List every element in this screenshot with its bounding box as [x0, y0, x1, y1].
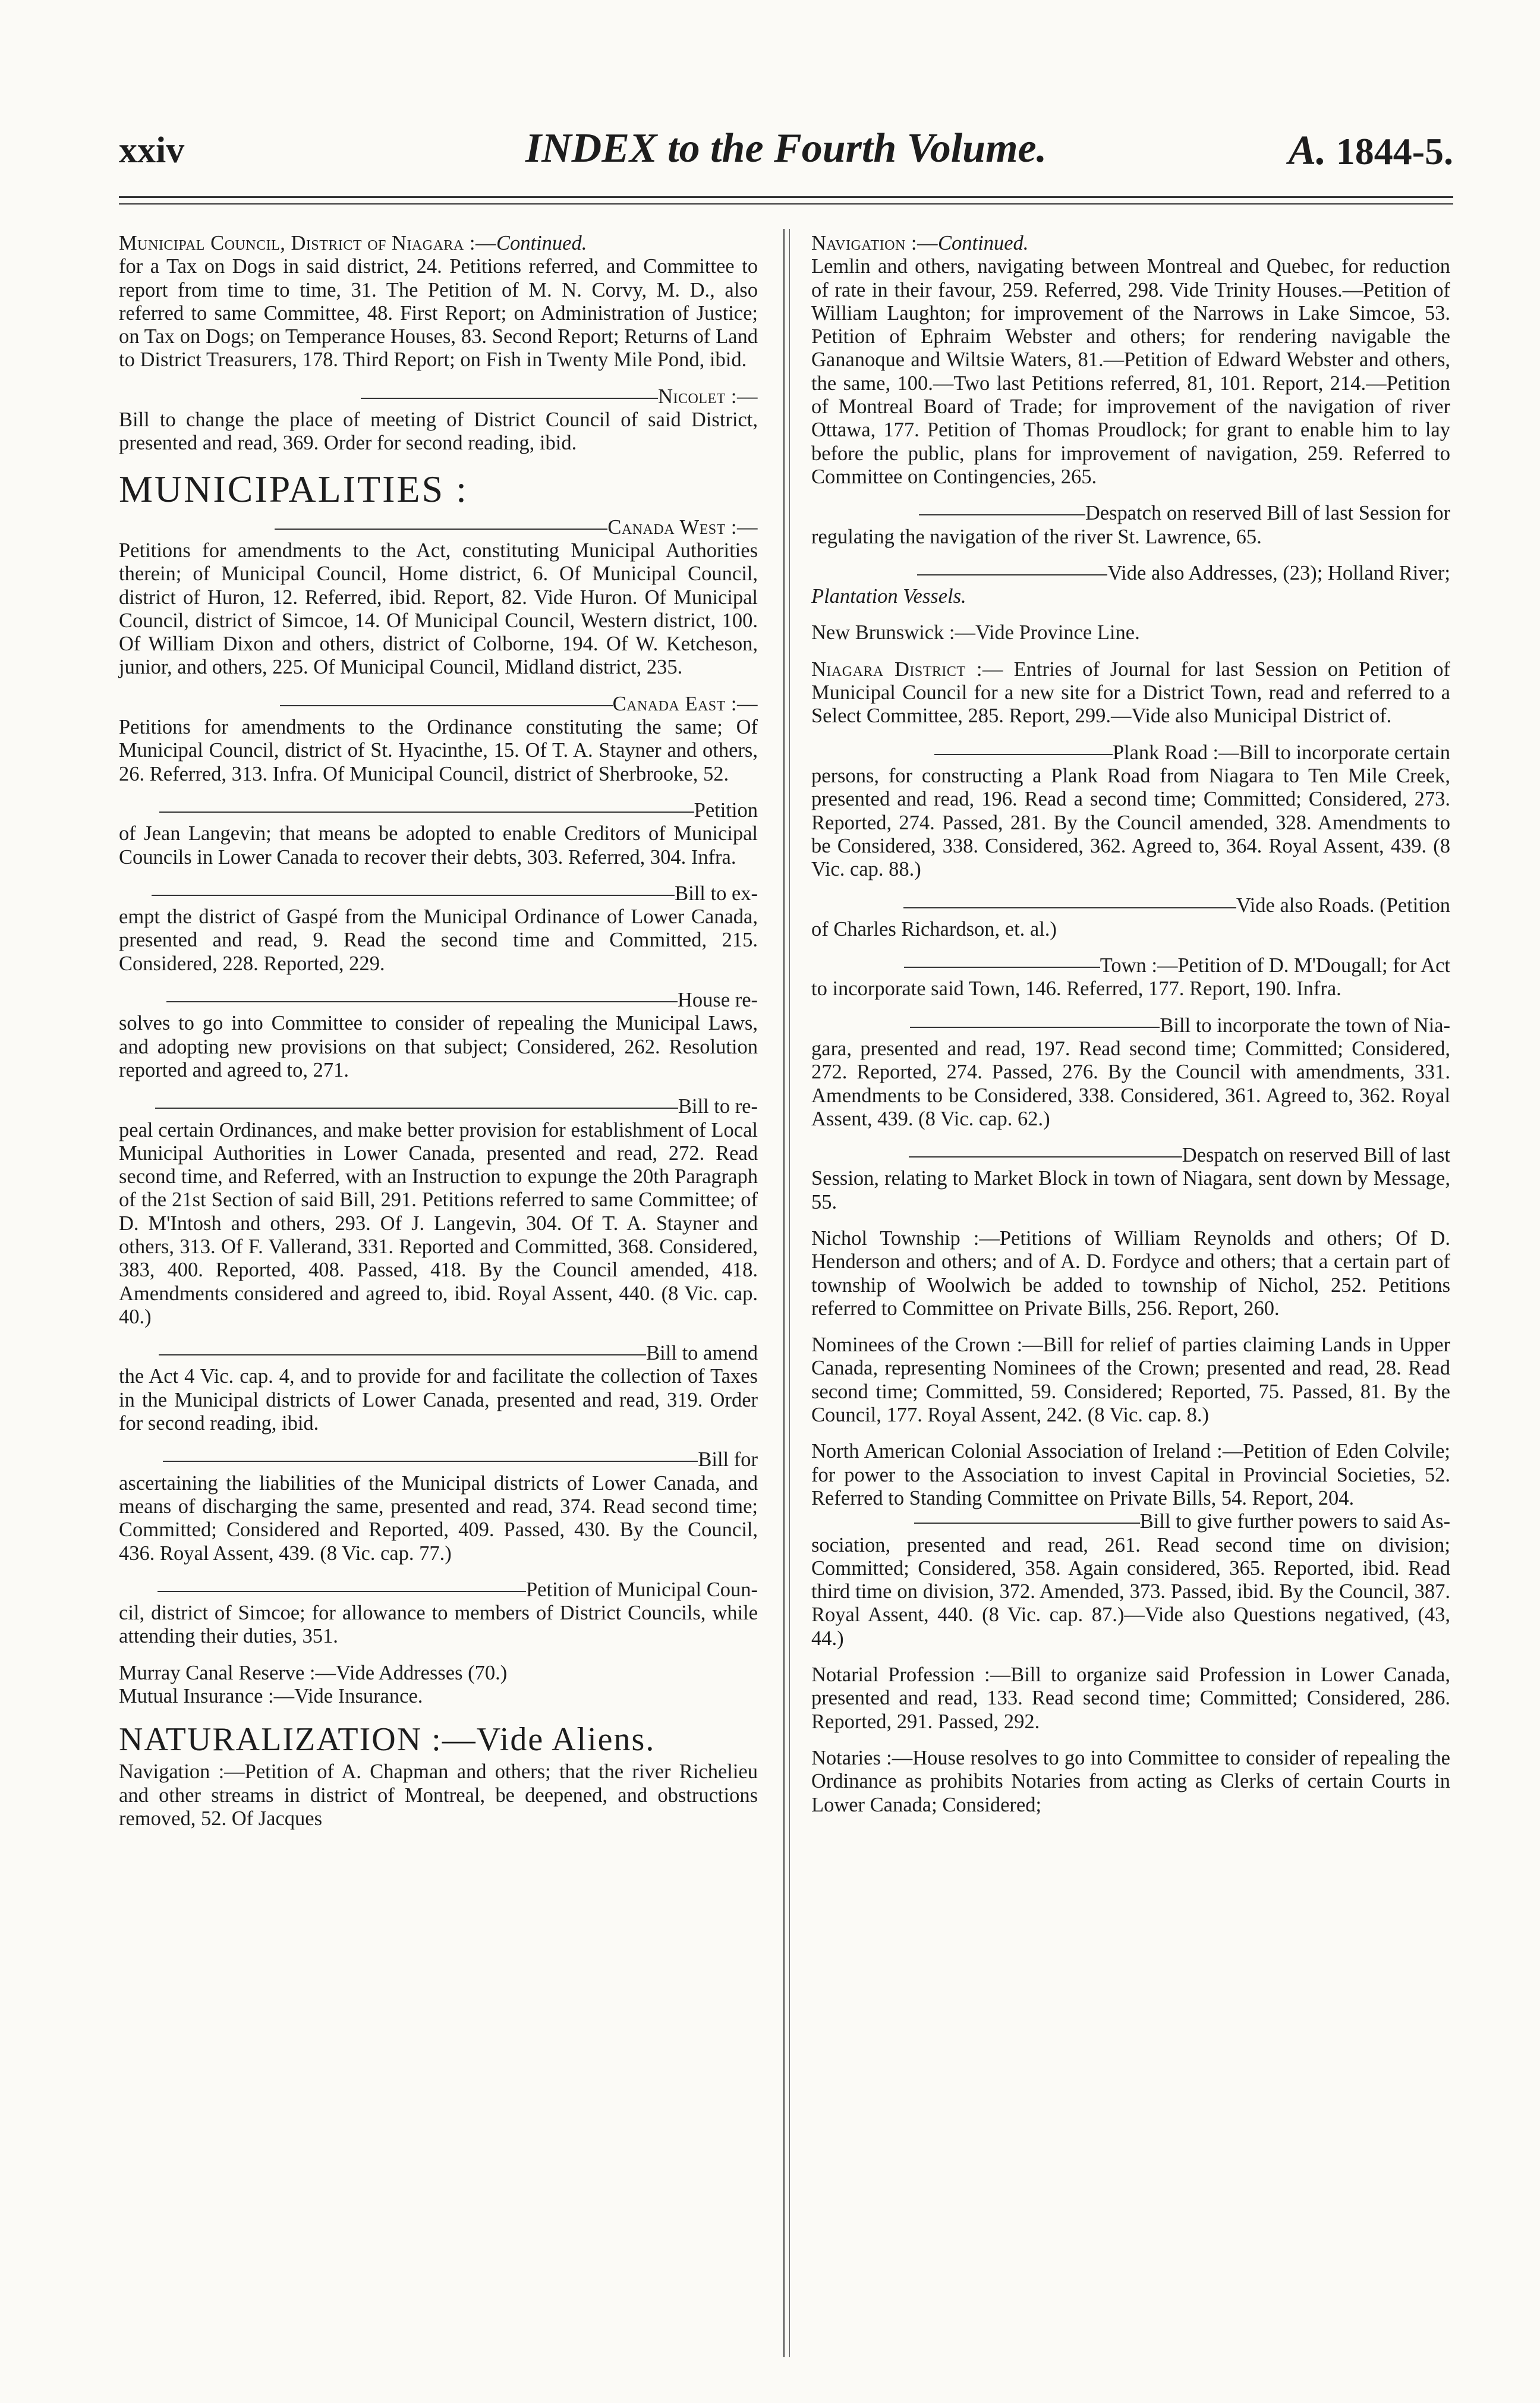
- leader-line: [159, 812, 694, 813]
- leader-line: [934, 754, 1113, 755]
- page-title: [119, 125, 1453, 172]
- entry-subheading: [811, 894, 1450, 917]
- entry-continued: Continued.: [496, 232, 587, 254]
- year: 1844-5.: [1336, 130, 1453, 172]
- header-rule-thin: [119, 203, 1453, 205]
- leader-line: [155, 1108, 678, 1109]
- entry-subheading: [811, 1014, 1450, 1037]
- entry-subheading: [811, 1144, 1450, 1167]
- entry-text: Petitions for amendments to the Ordinance constituting the same; Of Municipal Council, district of St. Hyacinthe, 15. Of T. A. Stayner and others, 26. Referred, 313. Infra. Of Municipal Council, district of Sherbrooke, 52.: [119, 716, 758, 785]
- index-entry: [119, 989, 758, 1082]
- entry-subheading: [119, 1448, 758, 1471]
- sub-label: Despatch on reserved Bill of last: [1182, 1144, 1450, 1167]
- entry-text: sociation, presented and read, 261. Read second time on division; Committed; Considered, 358. Again considered, 365. Reported, ibid. Read third time on division, 372. Amended, 373. Passed, ibid. By the Council, 387. Royal Assent, 440. (8 Vic. cap. 87.)—Vide also Questions negatived, (43, 44.): [811, 1533, 1450, 1650]
- left-column: [119, 232, 758, 1844]
- section-heading-naturalization: NATURALIZATION :—Vide Aliens.: [119, 1721, 656, 1759]
- column-divider-inner: [789, 229, 790, 2357]
- leader-line: [152, 895, 675, 896]
- sub-label: Bill to ex-: [675, 882, 758, 905]
- entry-text: of Charles Richardson, et. al.): [811, 917, 1057, 941]
- index-entry-nominees: Nominees of the Crown :—Bill for relief of parties claiming Lands in Upper Canada, representing Nominees of the Crown; presented and read, 28. Read second time; Committed, 59. Considered; Reported, 75. Passed, 81. By the Council, 177. Royal Assent, 242. (8 Vic. cap. 8.): [811, 1333, 1450, 1427]
- entry-subheading: [119, 799, 758, 822]
- sub-label: Bill to give further powers to said As-: [1139, 1510, 1450, 1533]
- entry-subheading: [119, 989, 758, 1012]
- entry-subheading: [811, 562, 1450, 585]
- leader-line: [361, 398, 658, 399]
- sub-label: Nicolet :—: [658, 385, 758, 408]
- section-heading-municipalities: MUNICIPALITIES :: [119, 467, 468, 510]
- index-entry-mutual: Mutual Insurance :—Vide Insurance.: [119, 1685, 423, 1708]
- index-entry: [811, 1014, 1450, 1131]
- index-entry: [119, 1448, 758, 1565]
- entry-subheading: [119, 516, 758, 539]
- index-entry: [811, 562, 1450, 609]
- index-entry: [119, 516, 758, 680]
- sub-label: Despatch on reserved Bill of last Session for: [1085, 502, 1450, 525]
- index-page: [119, 119, 1453, 2366]
- sub-label: Bill to amend: [646, 1342, 758, 1365]
- entry-subheading: [119, 1095, 758, 1118]
- entry-text: gara, presented and read, 197. Read second time; Committed; Considered, 272. Reported, 274. Passed, 276. By the Council with amendments, 331. Amendments to be Considered, 338. Considered, 361. Agreed to, 362. Royal Assent, 439. (8 Vic. cap. 62.): [811, 1037, 1450, 1130]
- entry-text: empt the district of Gaspé from the Municipal Ordinance of Lower Canada, presented and read, 9. Read the second time and Committed, 215. Considered, 228. Reported, 229.: [119, 905, 758, 975]
- entry-heading: Niagara District :—: [811, 658, 1003, 681]
- leader-line: [904, 967, 1100, 968]
- sub-label: Petition: [694, 798, 758, 822]
- entry-subheading: [811, 502, 1450, 525]
- entry-text: cil, district of Simcoe; for allowance to members of District Councils, while attending their duties, 351.: [119, 1602, 758, 1648]
- entry-subheading: [119, 1342, 758, 1365]
- leader-line: [275, 529, 607, 530]
- sub-label: Petition of Municipal Coun-: [525, 1578, 758, 1601]
- sub-label: Canada East :—: [612, 692, 758, 715]
- entry-text: solves to go into Committee to consider of repealing the Municipal Laws, and adopting new provisions on that subject; Considered, 262. Resolution reported and agreed to, 271.: [119, 1012, 758, 1081]
- leader-line: [280, 705, 613, 706]
- entry-subheading: [119, 1578, 758, 1602]
- leader-line: [159, 1354, 646, 1355]
- index-entry: [119, 1342, 758, 1435]
- index-entry: [119, 882, 758, 976]
- volume-year: [1288, 127, 1453, 175]
- sub-label: Town :—Petition of D. M'Dougall; for Act: [1100, 954, 1450, 977]
- index-entry: [119, 1578, 758, 1649]
- sub-label: Bill to incorporate the town of Nia-: [1160, 1014, 1450, 1037]
- leader-line: [917, 574, 1107, 575]
- leader-line: [163, 1461, 698, 1462]
- title-index: INDEX: [525, 125, 657, 171]
- entry-text: the Act 4 Vic. cap. 4, and to provide for and facilitate the collection of Taxes in the Municipal districts of Lower Canada, presented and read, 319. Order for second reading, ibid.: [119, 1365, 758, 1435]
- leader-line: [919, 514, 1085, 515]
- entry-text: peal certain Ordinances, and make better provision for establishment of Local Municipal Authorities in Lower Canada, presented and read, 272. Read second time, and Referred, with an Instruction to expunge the 20th Paragraph of the 21st Section of said Bill, 291. Petitions referred to same Committee; of D. M'Intosh and others, 293. Of J. Langevin, 304. Of T. A. Stayner and others, 313. Of F. Vallerand, 331. Reported and Committed, 368. Considered, 383, 400. Reported, 408. Passed, 418. By the Council amended, 418. Amendments considered and agreed to, ibid. Royal Assent, 440. (8 Vic. cap. 40.): [119, 1118, 758, 1328]
- leader-line: [166, 1001, 678, 1002]
- index-entry: [119, 1095, 758, 1329]
- leader-line: [903, 907, 1236, 908]
- entry-text: of Jean Langevin; that means be adopted to enable Creditors of Municipal Councils in Lower Canada to recover their debts, 303. Referred, 304. Infra.: [119, 822, 758, 869]
- index-entry-notarial: Notarial Profession :—Bill to organize said Profession in Lower Canada, presented and read, 133. Read second time; Committed; Considered, 286. Reported, 291. Passed, 292.: [811, 1663, 1450, 1733]
- index-entry: [119, 232, 758, 372]
- title-rest: to the Fourth Volume.: [667, 125, 1047, 171]
- index-entry: [811, 232, 1450, 489]
- index-entry: [811, 741, 1450, 882]
- index-entry: [811, 502, 1450, 549]
- entry-subheading: [119, 882, 758, 905]
- sub-label: Bill to re-: [678, 1095, 758, 1118]
- entry-text: ascertaining the liabilities of the Municipal districts of Lower Canada, and means of discharging the same, presented and read, 374. Read second time; Committed; Considered and Reported, 409. Passed, 430. By the Council, 436. Royal Assent, 439. (8 Vic. cap. 77.): [119, 1471, 758, 1565]
- index-entry: [811, 658, 1450, 728]
- header-rule: [119, 196, 1453, 198]
- entry-subheading: [811, 954, 1450, 977]
- entry-subheading: [811, 1510, 1450, 1533]
- index-entry-new-brunswick: New Brunswick :—Vide Province Line.: [811, 621, 1140, 644]
- index-entry-murray: Murray Canal Reserve :—Vide Addresses (70.): [119, 1661, 508, 1684]
- index-entry: [119, 693, 758, 786]
- volume-letter: A.: [1288, 128, 1327, 174]
- index-entry: [119, 385, 758, 455]
- sub-label: Plank Road :—Bill to incorporate certain: [1112, 741, 1450, 764]
- entry-subheading: [119, 385, 758, 408]
- page-number: xxiv: [119, 130, 185, 171]
- entry-text: Plantation Vessels.: [811, 585, 966, 608]
- sub-label: House re-: [677, 989, 758, 1012]
- index-entry-nichol: Nichol Township :—Petitions of William Reynolds and others; Of D. Henderson and others; and of A. D. Fordyce and others; that a certain part of township of Woolwich be added to township of Nichol, 252. Petitions referred to Committee on Private Bills, 256. Report, 260.: [811, 1226, 1450, 1320]
- sub-label: Vide also Addresses, (23); Holland River;: [1107, 561, 1450, 584]
- index-entry: [811, 894, 1450, 941]
- entry-text: for a Tax on Dogs in said district, 24. Petitions referred, and Committee to report from time to time, 31. The Petition of M. N. Corvy, M. D., also referred to same Committee, 48. First Report; on Administration of Justice; on Tax on Dogs; on Temperance Houses, 83. Second Report; Returns of Land to District Treasurers, 178. Third Report; on Fish in Twenty Mile Pond, ibid.: [119, 255, 758, 372]
- entry-text: Entries of Journal for last Session on Petition of Municipal Council for a new site for a District Town, read and referred to a Select Committee, 285. Report, 299.—Vide also Municipal District of.: [811, 658, 1450, 728]
- entry-heading: Municipal Council, District of Niagara :—: [119, 232, 496, 254]
- leader-line: [158, 1591, 526, 1592]
- leader-line: [909, 1156, 1182, 1158]
- entry-continued: Continued.: [938, 232, 1029, 254]
- index-entry-notaries: Notaries :—House resolves to go into Committee to consider of repealing the Ordinance as prohibits Notaries from acting as Clerks of certain Courts in Lower Canada; Considered;: [811, 1746, 1450, 1816]
- entry-heading: Navigation :—: [811, 232, 939, 254]
- entry-text: persons, for constructing a Plank Road from Niagara to Ten Mile Creek, presented and read, 196. Read a second time; Committed; Considered, 273. Reported, 274. Passed, 281. By the Council amended, 328. Amendments to be Considered, 338. Considered, 362. Agreed to, 364. Royal Assent, 439. (8 Vic. cap. 88.): [811, 764, 1450, 881]
- leader-line: [914, 1523, 1140, 1524]
- entry-subheading: [119, 693, 758, 716]
- entry-subheading: [811, 741, 1450, 765]
- sub-label: Vide also Roads. (Petition: [1236, 894, 1450, 917]
- entry-text: Session, relating to Market Block in town of Niagara, sent down by Message, 55.: [811, 1167, 1450, 1213]
- index-entry-navigation: Navigation :—Petition of A. Chapman and others; that the river Richelieu and other streams in district of Montreal, be deepened, and obstructions removed, 52. Of Jacques: [119, 1760, 758, 1830]
- sub-label: Canada West :—: [607, 515, 758, 539]
- right-column: [811, 232, 1450, 1830]
- index-entry: [811, 1144, 1450, 1214]
- page-header: [119, 119, 1453, 190]
- index-entry: [811, 954, 1450, 1001]
- leader-line: [910, 1027, 1160, 1028]
- column-divider: [783, 229, 785, 2357]
- entry-text: Petitions for amendments to the Act, constituting Municipal Authorities therein; of Municipal Council, Home district, 6. Of Municipal Council, district of Huron, 12. Referred, ibid. Report, 82. Vide Huron. Of Municipal Council, district of Simcoe, 14. Of Municipal Council, Western district, 100. Of William Dixon and others, district of Colborne, 194. Of W. Ketcheson, junior, and others, 225. Of Municipal Council, Midland district, 235.: [119, 539, 758, 679]
- index-entry: [811, 1440, 1450, 1650]
- entry-text: North American Colonial Association of Ireland :—Petition of Eden Colvile; for power to the Association to invest Capital in Provincial Societies, 52. Referred to Standing Committee on Private Bills, 54. Report, 204.: [811, 1440, 1450, 1509]
- entry-text: Lemlin and others, navigating between Montreal and Quebec, for reduction of rate in their favour, 259. Referred, 298. Vide Trinity Houses.—Petition of William Laughton; for improvement of the Narrows in Lake Simcoe, 53. Petition of Ephraim Webster and others; for rendering navigable the Gananoque and Wiltsie Waters, 81.—Petition of Edward Webster and others, the same, 100.—Two last Petitions referred, 81, 101. Report, 214.—Petition of Montreal Board of Trade; for improvement of the navigation of river Ottawa, 177. Petition of Thomas Proudlock; for grant to enable him to lay before the public, plans for improvement of navigation, 259. Referred to Committee on Contingencies, 265.: [811, 255, 1450, 488]
- entry-text: Bill to change the place of meeting of District Council of said District, presented and read, 369. Order for second reading, ibid.: [119, 408, 758, 455]
- sub-label: Bill for: [698, 1448, 758, 1471]
- entry-text: regulating the navigation of the river St. Lawrence, 65.: [811, 525, 1262, 548]
- index-entry: [119, 799, 758, 869]
- entry-text: to incorporate said Town, 146. Referred, 177. Report, 190. Infra.: [811, 977, 1341, 1001]
